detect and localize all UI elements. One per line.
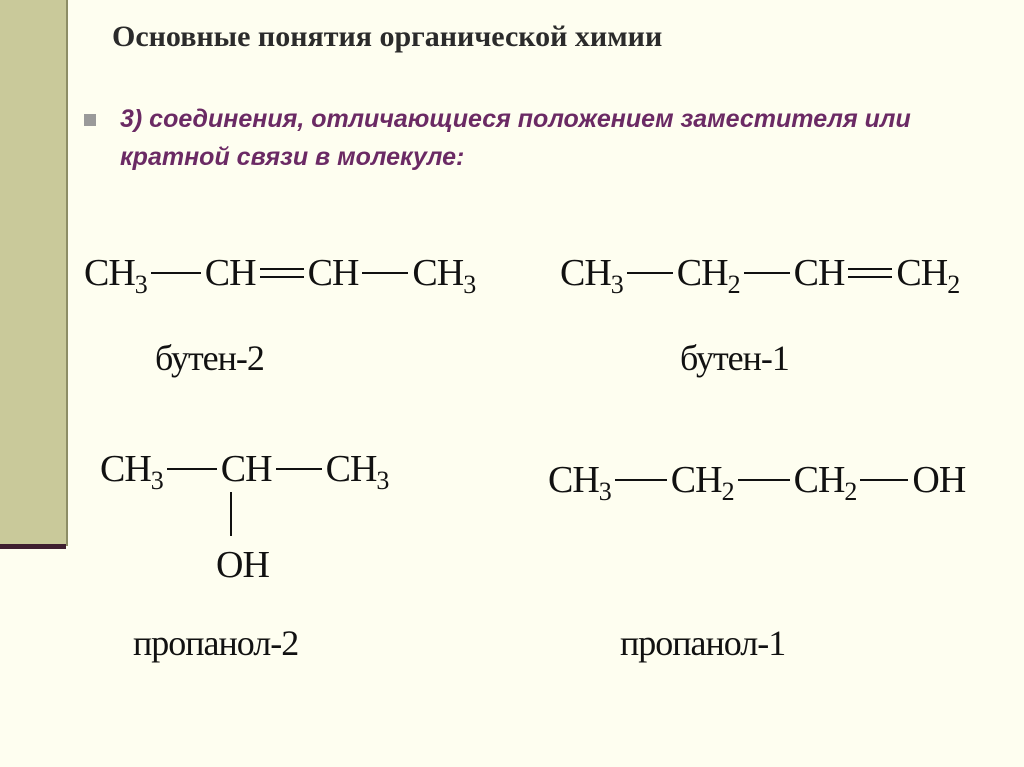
atom-group: CH xyxy=(84,252,135,294)
atom-group: CH xyxy=(793,459,845,501)
single-bond xyxy=(627,272,673,274)
single-bond xyxy=(362,272,408,274)
single-bond xyxy=(167,468,217,470)
side-bar-decoration xyxy=(0,0,68,546)
single-bond xyxy=(738,479,790,481)
subscript: 2 xyxy=(727,270,740,299)
subscript: 2 xyxy=(721,477,734,506)
formula-propanol-2 xyxy=(100,448,389,495)
single-bond xyxy=(151,272,201,274)
double-bond xyxy=(848,268,892,278)
subscript: 3 xyxy=(376,466,389,495)
subscript: 3 xyxy=(463,270,476,299)
atom-group: CH xyxy=(325,448,377,490)
name-propanol-2: пропанол-2 xyxy=(133,623,299,663)
atom-group: CH xyxy=(100,448,151,490)
single-bond xyxy=(860,479,908,481)
atom-group: CH xyxy=(412,252,464,294)
formula-butene-2 xyxy=(84,252,476,299)
subscript: 2 xyxy=(947,270,960,299)
side-line-decoration xyxy=(0,544,66,549)
subscript: 3 xyxy=(598,477,611,506)
single-bond xyxy=(276,468,322,470)
hydroxyl-group-propanol-2: OH xyxy=(216,544,269,586)
subscript: 2 xyxy=(844,477,857,506)
name-butene-2: бутен-2 xyxy=(155,338,264,378)
square-bullet-icon xyxy=(84,114,96,126)
atom-group: CH xyxy=(676,252,728,294)
atom-group: CH xyxy=(670,459,722,501)
name-propanol-1: пропанол-1 xyxy=(620,623,786,663)
subscript: 3 xyxy=(150,466,163,495)
atom-group: CH xyxy=(548,459,599,501)
formula-butene-1 xyxy=(560,252,960,299)
bullet-text: 3) соединения, отличающиеся положением заместителя или кратной связи в молекуле: xyxy=(120,105,911,171)
name-butene-1: бутен-1 xyxy=(680,338,789,378)
atom-group: OH xyxy=(912,459,966,501)
atom-group: CH xyxy=(560,252,611,294)
subscript: 3 xyxy=(134,270,147,299)
atom-group: CH xyxy=(307,252,359,294)
vertical-bond xyxy=(230,492,232,536)
atom-group: CH xyxy=(220,448,272,490)
formula-propanol-1 xyxy=(548,459,966,506)
single-bond xyxy=(615,479,667,481)
atom-group: CH xyxy=(204,252,256,294)
single-bond xyxy=(744,272,790,274)
atom-group: CH xyxy=(896,252,948,294)
slide-title: Основные понятия органической химии xyxy=(112,20,663,53)
subscript: 3 xyxy=(610,270,623,299)
double-bond xyxy=(260,268,304,278)
atom-group: CH xyxy=(793,252,845,294)
